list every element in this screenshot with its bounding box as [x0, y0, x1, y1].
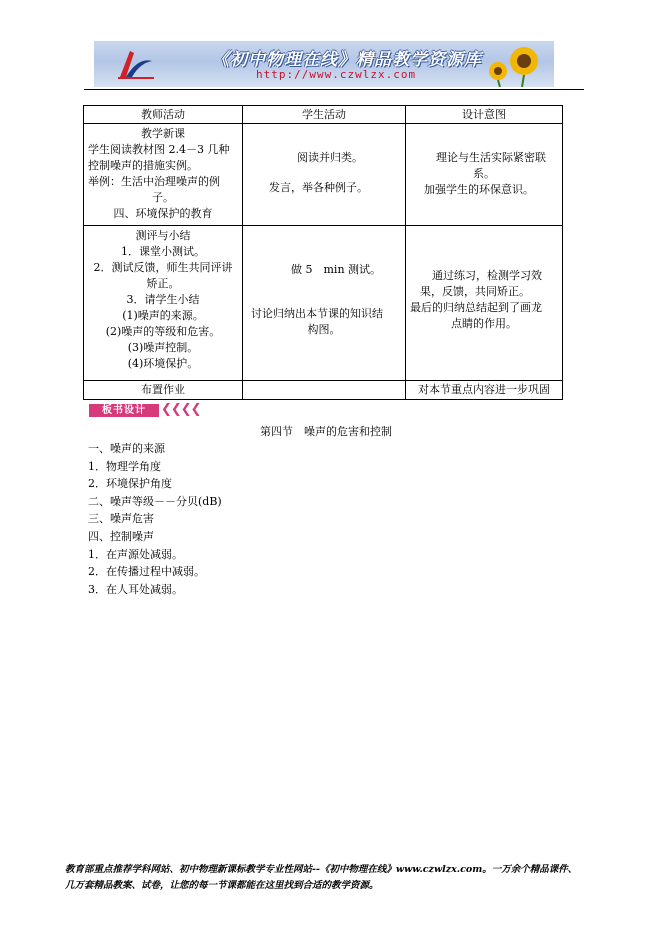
chevron-left-icon: ❮❮❮❮ — [161, 402, 201, 417]
row2-student-line: 构图。 — [307, 323, 341, 336]
outline-line: 四、控制噪声 — [88, 529, 154, 543]
table-header-row — [84, 106, 563, 124]
row2-intent-line: 果，反馈，共同矫正。 — [420, 285, 530, 298]
row2-teacher-line: 矫正。 — [146, 277, 180, 290]
row3-intent-cell: 对本节重点内容进一步巩固 — [406, 381, 563, 400]
row2-intent-line: 通过练习，检测学习效 — [432, 269, 542, 282]
banner-title: 《初中物理在线》精品教学资源库 — [212, 50, 482, 70]
row1-intent-line: 系。 — [473, 167, 495, 180]
row1-teacher-line: 学生阅读教材图 2.4－3 几种 — [88, 143, 230, 156]
outline-line: 3．在人耳处减弱。 — [88, 582, 183, 596]
row2-intent-cell — [406, 226, 563, 381]
site-logo-icon — [116, 47, 156, 81]
row1-teacher-line: 教学新课 — [141, 127, 185, 140]
row1-teacher-line: 四、环境保护的教育 — [113, 207, 213, 220]
row2-student-cell — [243, 226, 406, 381]
row2-teacher-cell — [84, 226, 243, 381]
board-design-tag: 板书设计 — [89, 404, 159, 417]
row1-intent-line: 加强学生的环保意识。 — [424, 183, 534, 196]
row2-teacher-line: 2．测试反馈，师生共同评讲 — [93, 261, 233, 274]
sunflower-icon — [486, 41, 548, 87]
row1-teacher-cell — [84, 124, 243, 226]
row1-student-cell — [243, 124, 406, 226]
outline-line: 三、噪声危害 — [88, 512, 154, 526]
header-intent: 设计意图 — [406, 106, 563, 124]
outline-line: 二、噪声等级－－分贝(dB) — [88, 494, 222, 508]
row2-teacher-line: (3)噪声控制。 — [127, 341, 199, 354]
header-banner — [94, 41, 554, 87]
row1-intent-cell — [406, 124, 563, 226]
row2-student-line: 做 5 min 测试。 — [291, 263, 382, 276]
row1-student-line: 发言，举各种例子。 — [269, 181, 368, 194]
lesson-activity-table — [83, 105, 563, 400]
header-student: 学生活动 — [243, 106, 406, 124]
row2-teacher-line: 测评与小结 — [135, 229, 191, 242]
table-row — [84, 381, 563, 400]
row1-intent-line: 理论与生活实际紧密联 — [436, 151, 546, 164]
row2-intent-line: 最后的归纳总结起到了画龙 — [410, 301, 542, 314]
row1-teacher-line: 控制噪声的措施实例。 — [88, 159, 198, 172]
row2-teacher-line: 3．请学生小结 — [126, 293, 200, 306]
footer-line: 几万套精品教案、试卷，让您的每一节课都能在这里找到合适的教学资源。 — [65, 880, 379, 891]
row1-teacher-line: 子。 — [152, 191, 174, 204]
row2-teacher-line: (4)环境保护。 — [127, 357, 199, 370]
header-teacher: 教师活动 — [84, 106, 243, 124]
row2-student-line: 讨论归纳出本节课的知识结 — [251, 307, 383, 320]
outline-line: 1．物理学角度 — [88, 459, 161, 473]
table-row — [84, 124, 563, 226]
table-row — [84, 226, 563, 381]
section-title: 第四节 噪声的危害和控制 — [260, 425, 392, 438]
page-footer — [65, 862, 605, 894]
outline-line: 一、噪声的来源 — [88, 442, 165, 455]
row2-teacher-line: (2)噪声的等级和危害。 — [105, 325, 221, 338]
outline-line: 2．在传播过程中减弱。 — [88, 565, 205, 579]
row2-intent-line: 点睛的作用。 — [451, 317, 517, 330]
board-outline — [88, 440, 222, 598]
outline-line: 1．在声源处减弱。 — [88, 547, 183, 561]
row1-student-line: 阅读并归类。 — [297, 151, 363, 164]
row1-teacher-line: 举例：生活中治理噪声的例 — [88, 175, 220, 188]
footer-line: 教育部重点推荐学科网站、初中物理新课标教学专业性网站--《初中物理在线》www.czwlzx.com。一万余个精品课件、 — [65, 864, 578, 875]
row2-teacher-line: 1．课堂小测试。 — [121, 245, 205, 258]
banner-url[interactable]: http://www.czwlzx.com — [256, 68, 417, 81]
outline-line: 2．环境保护角度 — [88, 477, 172, 491]
row2-teacher-line: (1)噪声的来源。 — [122, 309, 204, 322]
header-divider — [84, 89, 584, 90]
row3-student-cell — [243, 381, 406, 400]
row3-teacher-cell: 布置作业 — [84, 381, 243, 400]
